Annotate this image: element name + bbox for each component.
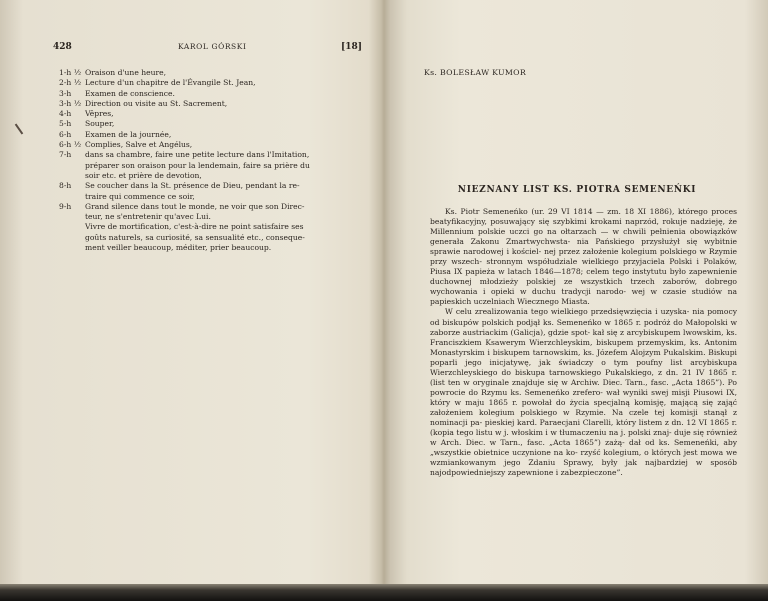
schedule-row xyxy=(59,192,371,202)
schedule-text: Lecture d'un chapitre de l'Évangile St. Jean, xyxy=(85,78,256,88)
schedule-time: 4-h xyxy=(59,109,72,119)
schedule-time xyxy=(59,243,85,253)
schedule-text: dans sa chambre, faire une petite lecture dans l'Imitation, xyxy=(85,150,310,160)
schedule-time: 3-h xyxy=(59,88,72,98)
margin-mark xyxy=(15,124,24,135)
schedule-row xyxy=(59,130,371,140)
schedule-text: teur, ne s'entretenir qu'avec Lui. xyxy=(85,212,211,222)
running-head-title: KAROL GÓRSKI xyxy=(178,42,247,51)
schedule-time xyxy=(59,192,85,202)
schedule-time: 1-h ½ xyxy=(59,68,82,77)
schedule-time xyxy=(59,212,85,222)
scan-bottom-edge xyxy=(0,584,768,601)
schedule-time: 7-h xyxy=(59,150,72,160)
schedule-text: Examen de conscience. xyxy=(85,88,175,98)
schedule-row xyxy=(59,243,371,253)
schedule-text: Souper, xyxy=(85,119,115,129)
daily-schedule xyxy=(59,68,371,253)
schedule-row xyxy=(59,68,371,78)
schedule-text: Examen de la journée, xyxy=(85,129,172,139)
schedule-row xyxy=(59,171,371,181)
schedule-text: Vêpres, xyxy=(85,109,114,119)
schedule-row xyxy=(59,78,371,88)
schedule-text: soir etc. et prière de devotion, xyxy=(85,170,202,180)
schedule-row xyxy=(59,150,371,160)
schedule-row xyxy=(59,181,371,191)
schedule-text: Vivre de mortification, c'est-à-dire ne point satisfaire ses xyxy=(85,222,304,232)
schedule-text: préparer son oraison pour la lendemain, faire sa prière du xyxy=(85,160,310,170)
schedule-text: Grand silence dans tout le monde, ne voir que son Direc- xyxy=(85,201,305,211)
schedule-row xyxy=(59,202,371,212)
schedule-text: Complies, Salve et Angélus, xyxy=(85,140,193,150)
schedule-row xyxy=(59,119,371,129)
paragraph: Ks. Piotr Semeneńko (ur. 29 VI 1814 — zm. 18 XI 1886), którego proces beatyfikacyjny, posuwający się szybkimi krokami naprzód, rokuje nadzieję, że Millennium polskie uczci go na ołtarzach — w chwili pełnienia obowiązków generała Zakonu Zmartwychwsta- nia Pańskiego przysłużył się wybitnie sprawie narodowej i kościel- nej przez założenie kolegium polskiego w Rzymie przy wszech- stronnym współudziale wielkiego przyjaciela Polski i Polaków, Piusa IX papieża w latach 1846—1878; celem tego instytutu było zapewnienie duchownej młodzieży polskiej ze wszystkich trzech zaborów, dobrego wychowania i opieki w duchu tradycji narodo- wej w czasie studiów na papieskich uczelniach Wiecznego Miasta. xyxy=(430,207,737,307)
schedule-row xyxy=(59,233,371,243)
schedule-time: 9-h xyxy=(59,201,72,211)
schedule-row xyxy=(59,161,371,171)
schedule-row xyxy=(59,99,371,109)
schedule-time xyxy=(59,161,85,171)
schedule-row xyxy=(59,89,371,99)
article-author: Ks. BOLESŁAW KUMOR xyxy=(424,68,527,77)
schedule-time: 3-h ½ xyxy=(59,98,82,108)
schedule-row xyxy=(59,212,371,222)
right-page xyxy=(386,0,768,601)
schedule-time: 6-h xyxy=(59,129,72,139)
article-body xyxy=(430,207,737,478)
schedule-text: Direction ou visite au St. Sacrement, xyxy=(85,98,228,108)
schedule-row xyxy=(59,109,371,119)
page-number: 428 xyxy=(53,42,72,52)
paragraph: W celu zrealizowania tego wielkiego przedsięwzięcia i uzyska- nia pomocy od biskupów polskich podjął ks. Semeneńko w 1865 r. podróż do Małopolski w zaborze austriackim (Galicja), gdzie spot- kał się z arcybiskupem lwowskim, ks. Franciszkiem Ksawerym Wierzchleyskim, biskupem przemyskim, ks. Antonim Monastyrskim i biskupem tarnowskim, ks. Józefem Alojzym Pukalskim. Biskupi poparli jego inicjatywę, jak świadczy o tym poufny list arcybiskupa Wierzchleyskiego do biskupa tarnowskiego Pukalskiego, z dn. 21 IV 1865 r. (list ten w oryginale znajduje się w Archiw. Diec. Tarn., fasc. „Acta 1865”). Po powrocie do Rzymu ks. Semeneńko zrefero- wał wyniki swej misji Piusowi IX, który w maju 1865 r. powołał do życia specjalną komisję, mającą się zająć założeniem kolegium polskiego w Rzymie. Na czele tej komisji stanął z nominacji pa- pieskiej kard. Paraecjani Clarelli, który listem z dn. 12 VI 1865 r. (kopia tego listu w j. włoskim i w tłumaczeniu na j. polski znaj- duje się również w Arch. Diec. w Tarn., fasc. „Acta 1865”) zażą- dał od ks. Semeneńki, aby „wszystkie obietnice uczynione na ko- rzyść kolegium, o których jest mowa we wzmiankowanym jego Zdaniu Sprawy, były jak najbardziej w sposób najodpowiedniejszy zapewnione i zabezpieczone”. xyxy=(430,307,737,478)
schedule-text: Se coucher dans la St. présence de Dieu, pendant la re- xyxy=(85,181,300,191)
schedule-text: traire qui commence ce soir, xyxy=(85,191,195,201)
schedule-time: 8-h xyxy=(59,181,72,191)
schedule-time xyxy=(59,222,85,232)
schedule-time: 5-h xyxy=(59,119,72,129)
schedule-time: 2-h ½ xyxy=(59,78,82,88)
schedule-row xyxy=(59,140,371,150)
schedule-row xyxy=(59,222,371,232)
schedule-text: goûts naturels, sa curiosité, sa sensualité etc., conseque- xyxy=(85,232,305,242)
schedule-text: Oraison d'une heure, xyxy=(85,68,167,77)
schedule-text: ment veiller beaucoup, méditer, prier beaucoup. xyxy=(85,243,272,253)
section-marker: [18] xyxy=(341,42,363,52)
schedule-time xyxy=(59,233,85,243)
schedule-time: 6-h ½ xyxy=(59,140,82,150)
schedule-time xyxy=(59,171,85,181)
article-title: NIEZNANY LIST KS. PIOTRA SEMENEŃKI xyxy=(457,185,697,195)
